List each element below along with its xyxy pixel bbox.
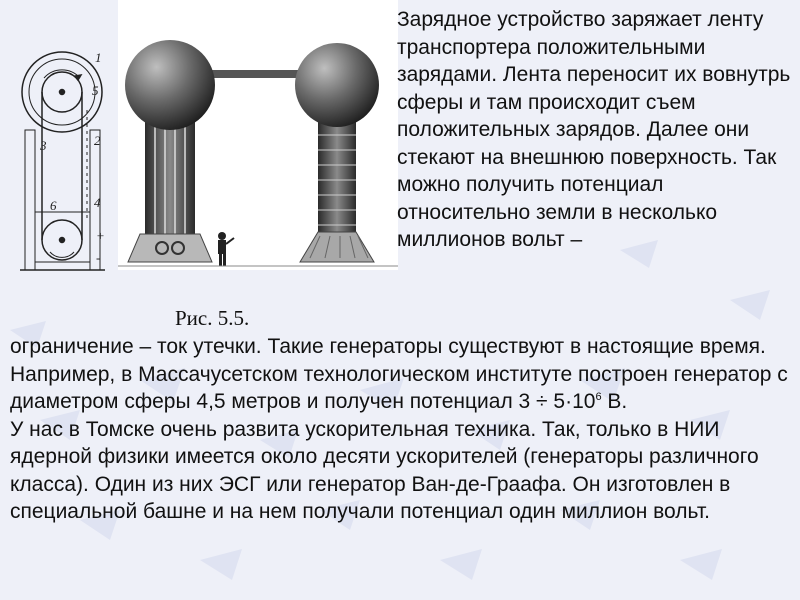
svg-text:5: 5 <box>92 83 99 98</box>
exponent: 6 <box>595 391 602 403</box>
svg-text:1: 1 <box>95 50 102 65</box>
svg-text:2: 2 <box>94 133 101 148</box>
van-de-graaff-figure <box>0 0 400 300</box>
svg-text:+: + <box>96 228 105 243</box>
generator-schematic <box>20 50 105 270</box>
right-sphere <box>295 43 379 127</box>
main-text-part-1: ограничение – ток утечки. Такие генераторы существуют в настоящие время. Например, в Массачусетском технологическом институте построен генератор с диаметром сферы 4,5 метров и получен потенциал 3 ÷ 5·10 <box>10 335 788 413</box>
main-text-part-2: В. У нас в Томске очень развита ускорительная техника. Так, только в НИИ ядерной физики имеется около десяти ускорителей (генераторы различного класса). Один из них ЭСГ или генератор Ван-де-Граафа. Он изготовлен в специальной башне и на нем получали потенциал один миллион вольт. <box>10 390 759 523</box>
svg-text:6: 6 <box>50 198 57 213</box>
description-paragraph-right: Зарядное устройство заряжает ленту транспортера положительными зарядами. Лента переносит их вовнутрь сферы и там происходит съем положительных зарядов. Далее они стекают на внешнюю поверхность. Так можно получить потенциал относительно земли в несколько миллионов вольт – <box>397 8 791 251</box>
left-sphere <box>125 40 215 130</box>
svg-text:3: 3 <box>40 138 47 153</box>
generator-photo <box>118 0 398 270</box>
figure-caption: Рис. 5.5. <box>175 306 250 330</box>
svg-text:4: 4 <box>94 195 101 210</box>
svg-text:-: - <box>96 250 101 265</box>
description-paragraph-main <box>10 333 795 526</box>
